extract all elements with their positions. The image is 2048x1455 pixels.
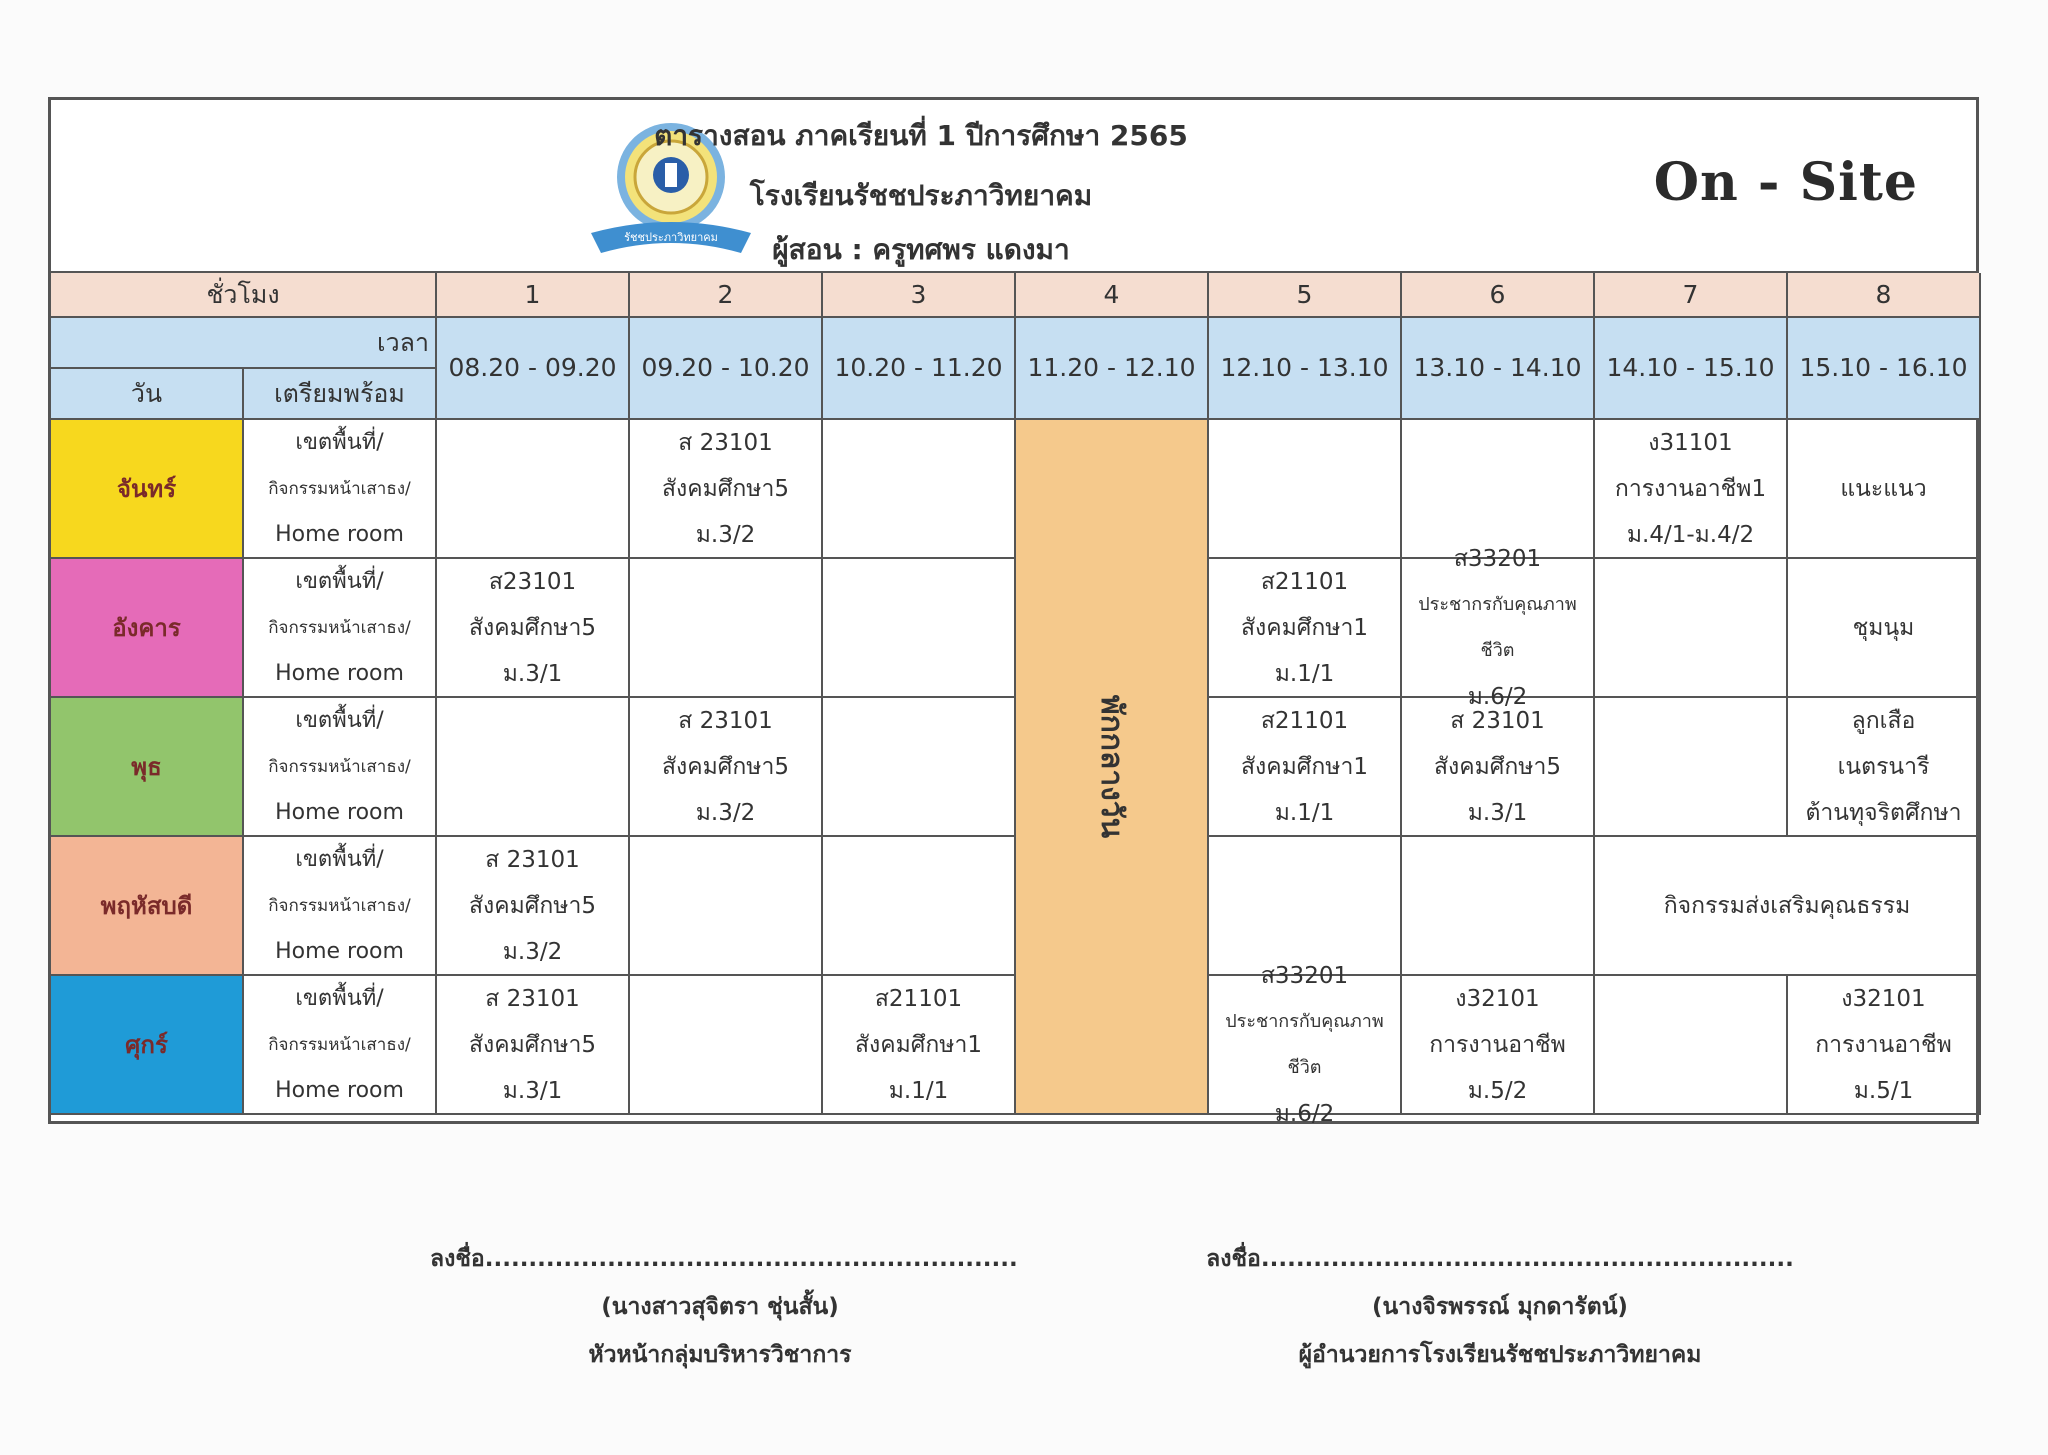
class-text: สังคมศึกษา5 (468, 892, 597, 919)
time-slot-4 (1016, 318, 1209, 420)
prep-line: Home room (275, 1077, 404, 1103)
class-cell-p7 (1595, 559, 1788, 698)
signer-position: ผู้อำนวยการโรงเรียนรัชชประภาวิทยาคม (1298, 1342, 1702, 1368)
class-text: สังคมศึกษา1 (854, 1031, 983, 1058)
period-number: 2 (717, 279, 734, 309)
class-text: ม.3/1 (1467, 799, 1528, 826)
day-label-2 (51, 559, 244, 698)
class-text: การงานอาชีพ (1815, 1031, 1952, 1058)
day-name: อังคาร (112, 613, 181, 642)
class-text: ส 23101 (1450, 707, 1545, 734)
period-number-4 (1016, 273, 1209, 318)
class-cell-p6 (1402, 545, 1595, 710)
signer-position: หัวหน้ากลุ่มบริหารวิชาการ (588, 1342, 852, 1368)
prep-line: เขตพื้นที่/ (295, 846, 384, 872)
prep-line: กิจกรรมหน้าเสาธง/ (268, 1034, 411, 1055)
class-text: ม.3/2 (695, 799, 756, 826)
class-text: ม.6/2 (1274, 1100, 1335, 1127)
class-text: ม.3/2 (695, 521, 756, 548)
prep-activity (244, 837, 437, 976)
time-slot-5 (1209, 318, 1402, 420)
day-name: จันทร์ (116, 474, 177, 503)
class-cell-p6 (1402, 976, 1595, 1115)
signature-block-academic (430, 1235, 1018, 1379)
class-text: ส 23101 (485, 846, 580, 873)
day-name: ศุกร์ (125, 1030, 168, 1059)
class-text: ม.5/1 (1853, 1077, 1914, 1104)
period-number-1 (437, 273, 630, 318)
period-number: 7 (1682, 279, 1699, 309)
teacher-name: ผู้สอน : ครูทศพร แดงมา (772, 233, 1070, 266)
class-cell-p7 (1595, 420, 1788, 559)
period-number-3 (823, 273, 1016, 318)
class-text: ส21101 (1260, 707, 1349, 734)
day-header-text: วัน (130, 378, 163, 408)
prep-line: กิจกรรมหน้าเสาธง/ (268, 756, 411, 777)
period-number: 8 (1875, 279, 1892, 309)
day-label-1 (51, 420, 244, 559)
class-text: ส 23101 (678, 429, 773, 456)
prep-line: เขตพื้นที่/ (295, 707, 384, 733)
prep-line: Home room (275, 938, 404, 964)
class-text: ม.1/1 (1274, 660, 1335, 687)
class-text: แนะแนว (1840, 475, 1927, 502)
class-text: ม.6/2 (1467, 683, 1528, 710)
class-cell-p6 (1402, 837, 1595, 976)
class-text: ง32101 (1841, 985, 1926, 1012)
class-cell-p3 (823, 698, 1016, 837)
class-text: สังคมศึกษา5 (468, 1031, 597, 1058)
class-text: ง32101 (1455, 985, 1540, 1012)
prep-line: กิจกรรมหน้าเสาธง/ (268, 895, 411, 916)
class-text: ส33201 (1260, 962, 1349, 989)
class-cell-p1 (437, 420, 630, 559)
class-text: ม.3/2 (502, 938, 563, 965)
class-cell-p5 (1209, 420, 1402, 559)
class-text: ลูกเสือ (1851, 707, 1916, 734)
prep-line: Home room (275, 660, 404, 686)
class-text: ประชากรกับคุณภาพชีวิต (1418, 593, 1577, 661)
class-cell-p5 (1209, 962, 1402, 1127)
class-text: ต้านทุจริตศึกษา (1805, 799, 1962, 826)
class-cell-p2 (630, 420, 823, 559)
day-header-label (51, 369, 244, 420)
prep-line: กิจกรรมหน้าเสาธง/ (268, 478, 411, 499)
class-text: ม.3/1 (502, 1077, 563, 1104)
class-text: ม.3/1 (502, 660, 563, 687)
day-label-4 (51, 837, 244, 976)
prep-activity (244, 698, 437, 837)
day-name: พุธ (131, 752, 162, 781)
class-text: สังคมศึกษา5 (468, 614, 597, 641)
signature-line: ลงชื่อ............................................................. (430, 1246, 1018, 1272)
period-number-5 (1209, 273, 1402, 318)
time-slot-text: 12.10 - 13.10 (1220, 353, 1389, 382)
class-text: ส 23101 (485, 985, 580, 1012)
signer-name: (นางสาวสุจิตรา ชุ่นสั้น) (601, 1294, 839, 1320)
signature-block-director (1180, 1235, 1820, 1379)
class-cell-p3 (823, 420, 1016, 559)
class-cell-p2 (630, 837, 823, 976)
class-cell-p1 (437, 837, 630, 976)
class-text: ม.5/2 (1467, 1077, 1528, 1104)
class-text: ชุมนุม (1852, 614, 1915, 641)
period-number: 4 (1103, 279, 1120, 309)
class-cell-p7 (1595, 698, 1788, 837)
period-number-2 (630, 273, 823, 318)
class-text: ส21101 (1260, 568, 1349, 595)
class-text: ม.1/1 (1274, 799, 1335, 826)
prep-header-text: เตรียมพร้อม (274, 378, 405, 408)
class-cell-p1 (437, 559, 630, 698)
svg-text:รัชชประภาวิทยาคม: รัชชประภาวิทยาคม (624, 231, 718, 244)
period-number-7 (1595, 273, 1788, 318)
signer-name: (นางจิรพรรณ์ มุกดารัตน์) (1372, 1294, 1628, 1320)
class-cell-p2 (630, 698, 823, 837)
class-text: สังคมศึกษา1 (1240, 753, 1369, 780)
prep-line: เขตพื้นที่/ (295, 568, 384, 594)
school-name: โรงเรียนรัชชประภาวิทยาคม (749, 179, 1093, 212)
period-header-text: ชั่วโมง (206, 279, 280, 309)
prep-line: Home room (275, 799, 404, 825)
prep-activity (244, 420, 437, 559)
day-name: พฤหัสบดี (100, 891, 193, 920)
class-cell-p3 (823, 559, 1016, 698)
class-text: สังคมศึกษา1 (1240, 614, 1369, 641)
prep-line: เขตพื้นที่/ (295, 985, 384, 1011)
time-slot-3 (823, 318, 1016, 420)
class-cell-p8 (1788, 976, 1981, 1115)
class-cell-p6 (1402, 698, 1595, 837)
period-number-6 (1402, 273, 1595, 318)
class-text: ง31101 (1648, 429, 1733, 456)
class-text: ประชากรกับคุณภาพชีวิต (1225, 1010, 1384, 1078)
time-slot-text: 15.10 - 16.10 (1799, 353, 1968, 382)
time-slot-2 (630, 318, 823, 420)
period-number: 6 (1489, 279, 1506, 309)
class-cell-p1 (437, 976, 630, 1115)
lunch-break-column (1016, 420, 1209, 1115)
time-slot-text: 09.20 - 10.20 (641, 353, 810, 382)
class-cell-p8 (1788, 420, 1981, 559)
period-number-8 (1788, 273, 1981, 318)
prep-activity (244, 976, 437, 1115)
time-slot-text: 13.10 - 14.10 (1413, 353, 1582, 382)
class-cell-p3 (823, 976, 1016, 1115)
prep-activity (244, 559, 437, 698)
time-header-label (51, 318, 437, 369)
class-cell-p2 (630, 559, 823, 698)
prep-line: กิจกรรมหน้าเสาธง/ (268, 617, 411, 638)
prep-line: เขตพื้นที่/ (295, 429, 384, 455)
sheet-header (51, 100, 1976, 273)
period-header-label (51, 273, 437, 318)
class-text: ม.4/1-ม.4/2 (1626, 521, 1755, 548)
period-number: 1 (524, 279, 541, 309)
class-text: สังคมศึกษา5 (661, 753, 790, 780)
time-slot-text: 11.20 - 12.10 (1027, 353, 1196, 382)
period-number: 5 (1296, 279, 1313, 309)
class-text: กิจกรรมส่งเสริมคุณธรรม (1663, 892, 1911, 919)
time-slot-text: 10.20 - 11.20 (834, 353, 1003, 382)
class-text: ส21101 (874, 985, 963, 1012)
class-text: ส33201 (1453, 545, 1542, 572)
time-slot-6 (1402, 318, 1595, 420)
timetable-sheet (48, 97, 1979, 1127)
class-cell-p3 (823, 837, 1016, 976)
time-slot-8 (1788, 318, 1981, 420)
class-cell-p5 (1209, 559, 1402, 698)
timetable-title: ตารางสอน ภาคเรียนที่ 1 ปีการศึกษา 2565 (654, 119, 1188, 152)
day-label-5 (51, 976, 244, 1115)
class-text: สังคมศึกษา5 (1433, 753, 1562, 780)
day-label-3 (51, 698, 244, 837)
onsite-label: On - Site (1653, 152, 1918, 213)
class-text: ม.1/1 (888, 1077, 949, 1104)
period-number: 3 (910, 279, 927, 309)
class-text: ส 23101 (678, 707, 773, 734)
time-slot-text: 14.10 - 15.10 (1606, 353, 1775, 382)
class-cell-p1 (437, 698, 630, 837)
class-cell-p7 (1595, 976, 1788, 1115)
class-cell-merged (1595, 837, 1981, 976)
class-text: การงานอาชีพ1 (1614, 475, 1767, 502)
prep-header-label (244, 369, 437, 420)
lunch-break-text: พักกลางวัน (1094, 694, 1129, 839)
class-cell-p2 (630, 976, 823, 1115)
class-text: สังคมศึกษา5 (661, 475, 790, 502)
time-slot-text: 08.20 - 09.20 (448, 353, 617, 382)
prep-line: Home room (275, 521, 404, 547)
class-text: การงานอาชีพ (1429, 1031, 1566, 1058)
class-cell-p5 (1209, 698, 1402, 837)
signature-line: ลงชื่อ............................................................. (1206, 1246, 1794, 1272)
class-cell-p8 (1788, 559, 1981, 698)
time-slot-7 (1595, 318, 1788, 420)
time-header-text: เวลา (377, 327, 429, 357)
class-cell-p8 (1788, 698, 1981, 837)
class-text: เนตรนารี (1837, 753, 1930, 780)
time-slot-1 (437, 318, 630, 420)
class-text: ส23101 (488, 568, 577, 595)
